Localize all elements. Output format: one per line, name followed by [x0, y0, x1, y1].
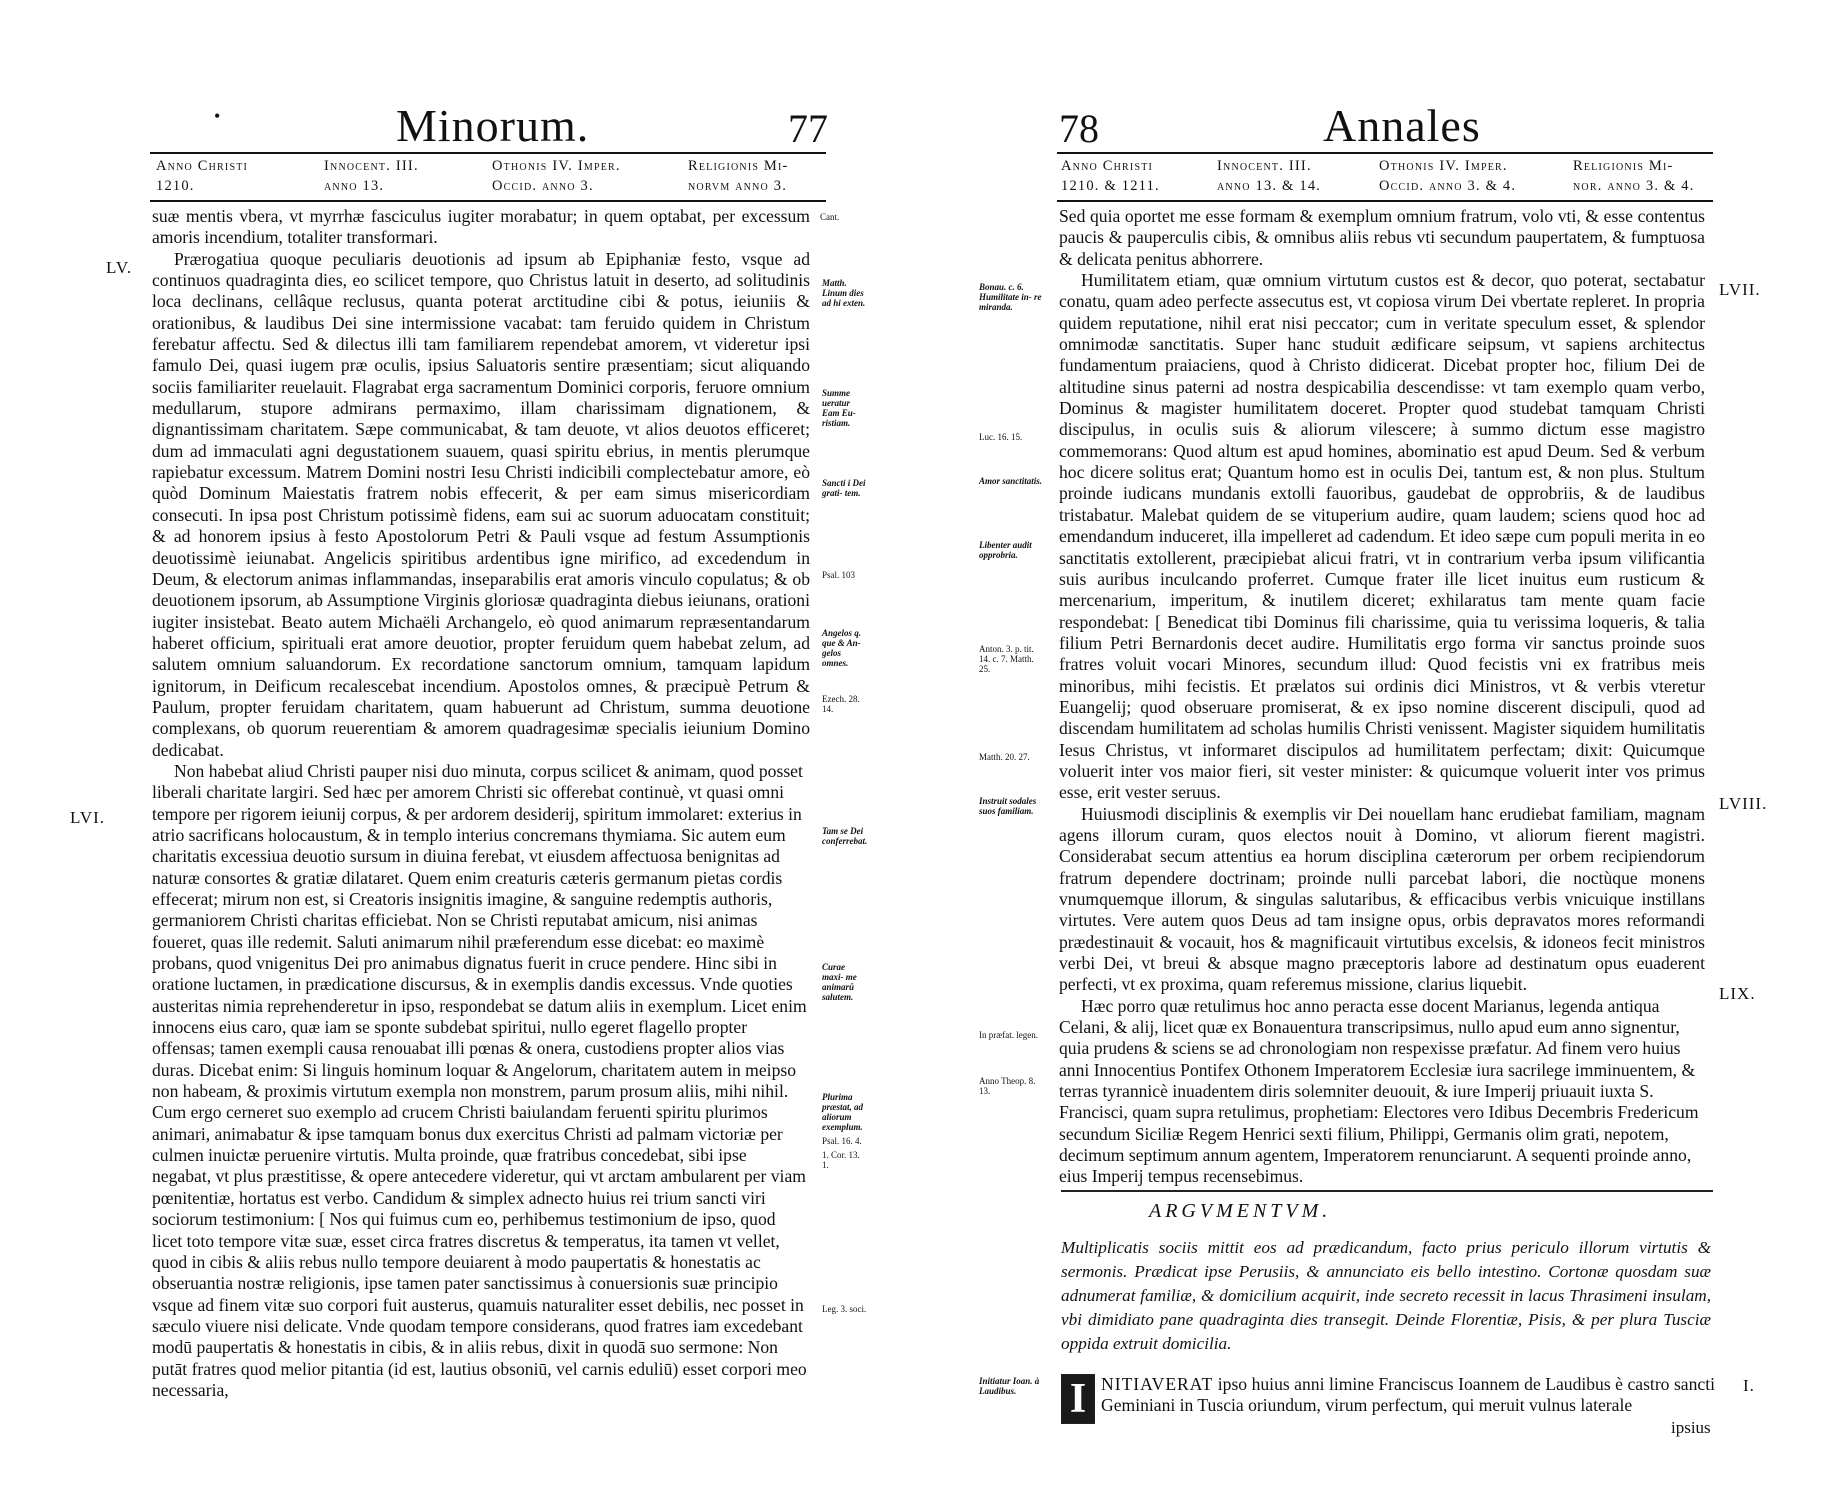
drop-cap-initial: I — [1061, 1374, 1095, 1424]
section-number: LVIII. — [1719, 794, 1768, 813]
header-cell: Innocent. III. anno 13. — [324, 158, 419, 194]
margin-note: Angelos q. que & An- gelos omnes. — [822, 628, 862, 668]
body-text — [152, 206, 810, 1401]
header-rule-bottom — [1057, 200, 1713, 202]
margin-note: In præfat. legen. — [979, 1030, 1038, 1040]
paragraph: Hæc porro quæ retulimus hoc anno peracta esse docent Marianus, legenda antiqua Celani, & alij, licet quæ ex Bonauentura transcripsimus, nullo apud eum anno signentur, quia prudens & sciens se ad chronologiam non respexisse præfatur. Ad finem vero huius anni Innocentius Pontifex Othonem Imperatorem Ecclesiæ iura sacrilege imminuentem, & terras tyrannicè inuadentem diris solemniter deuouit, & iure Imperij priuauit iuxta S. Francisci, quam supra retulimus, prophetiam: Electores vero Idibus Decembris Fredericum secundum Siciliæ Regem Henrici sexti filium, Philippi, Germanis olim grati, nepotem, decimum septimum annum agentem, Imperatorem renunciarunt. A sequenti proinde anno, eius Imperij tempus recensebimus. — [1059, 995, 1699, 1187]
margin-note: Psal. 103 — [822, 570, 856, 580]
paragraph: Non habebat aliud Christi pauper nisi duo minuta, corpus scilicet & animam, quod posset liberali charitate largiri. Sed hæc per amorem Christi sic offerebat continuè, vt quasi omni tempore per rigorem ieiunij corpus, & per ardorem desiderij, spiritum immolaret: exterius in atrio sacrificans holocaustum, & in templo interius concremans thymiama. Sic autem eum charitatis excessiua deuotio sursum in diuina ferebat, vt eiusdem affectuosa benignitas ad naturæ consortes & gratiæ dilataret. Quem enim creaturis cæteris germanum pietas cordis effecerat; mirum non est, si Creatoris insignitis imagine, & sanguine redemptis authoris, germaniorem Christi charitas efficiebat. Non se Christi reputabat amicum, nisi animas foueret, quas ille redemit. Saluti animarum nihil præferendum esse dicebat: eo maximè probans, quod vnigenitus Dei pro animabus dignatus fuerit in cruce pendere. Hinc sibi in oratione luctamen, in prædicatione discursus, & in exemplis dandis excessus. Vnde quoties austeritas nimia reprehenderetur in ipso, respondebat se datum aliis in exemplum. Licet enim innocens eius caro, quæ iam se sponte subdebat spiritui, nullo egeret flagello propter offensas; tamen exempli causa renouabat illi pœnas & onera, custodiens propter alios vias duras. Dicebat enim: Si linguis hominum loquar & Angelorum, charitatem autem in meipso non habeam, & proximis virtutum exempla non monstrem, parum prosum aliis, mihi nihil. Cum ergo cerneret suo exemplo ad crucem Christi baiulandam feruenti spiritu plurimos animari, animabatur & ipse tamquam bonus dux exercitus Christi ad palmam victoriæ per culmen inuictæ peruenire virtutis. Multa proinde, quæ fratribus concedebat, sibi ipse negabat, vt plus præstitisse, & opere antecedere videretur, qui vt arctam ambularent per viam pœnitentiæ, hortatus est verbo. Candidum & simplex adnecto huius rei trium sancti viri sociorum testimonium: [ Nos qui fuimus cum eo, perhibemus testimonium de ipso, quod licet toto tempore vitæ suæ, esset circa fratres discretus & temperatus, ita tamen vt vellet, quod in cibis & aliis rebus nullo tempore deuiarent à modo paupertatis & honestatis ac obseruantia nostræ religionis, ipse tamen pater sanctissimus à conuersionis suæ principio vsque ad finem vitæ suo corpori fuit austerus, quamuis naturaliter esset debilis, nec posset in sæculo viuere nisi delicate. Vnde quodam tempore considerans, quod fratres iam excedebant modū paupertatis & honestatis in cibis, & in aliis rebus, dixit in quodā suo sermone: Non putāt fratres quod melior pitantia (id est, lautius obsoniū, vel carnis eduliū) esset corpori meo necessaria, — [152, 760, 807, 1400]
margin-note: Luc. 16. 15. — [979, 432, 1023, 442]
ink-speck: • — [214, 106, 221, 126]
margin-note: Bonau. c. 6. Humilitate in- re miranda. — [979, 282, 1042, 312]
header-rule-top — [150, 152, 826, 154]
margin-note: Plurima præstat, ad aliorum exemplum. — [822, 1092, 864, 1132]
margin-note: Psal. 16. 4. — [822, 1136, 862, 1146]
section-number: LVI. — [70, 808, 106, 827]
initial-caps: NITIAVERAT — [1101, 1374, 1214, 1394]
margin-note: Anno Theop. 8. 13. — [979, 1076, 1036, 1096]
margin-note: 1. Cor. 13. 1. — [822, 1150, 860, 1170]
margin-note: Libenter audit opprobria. — [979, 540, 1032, 560]
header-cell: Innocent. III. anno 13. & 14. — [1217, 158, 1322, 194]
margin-note: Amor sanctitatis. — [979, 476, 1043, 486]
margin-note: Ezech. 28. 14. — [822, 694, 860, 714]
header-table — [1061, 156, 1711, 196]
margin-note: Summe ueratur Eam Eu- ristiam. — [822, 388, 856, 428]
header-rule-top — [1057, 152, 1713, 154]
section-number: LVII. — [1719, 280, 1761, 299]
paragraph: Sed quia oportet me esse formam & exemplum omnium fratrum, volo vti, & esse contentus paucis & pauperculis cibis, & omnibus aliis rebus vti secundum paupertatem, & fumptuosa & delicata penitus abhorrere. — [1059, 206, 1705, 269]
margin-note: Matth. 20. 27. — [979, 752, 1030, 762]
section-number: I. — [1743, 1376, 1755, 1395]
margin-note: Cant. — [820, 212, 840, 222]
margin-note: Leg. 3. soci. — [822, 1304, 867, 1314]
initial-paragraph — [1101, 1374, 1715, 1416]
margin-note: Initiatur Ioan. à Laudibus. — [979, 1376, 1040, 1396]
body-text — [1059, 206, 1705, 1188]
argument-title: ARGVMENTVM. — [1149, 1200, 1332, 1222]
paragraph: Humilitatem etiam, quæ omnium virtutum custos est & decor, quo poterat, sectabatur conatu, quam adeo perfecte assecutus est, vt copiosa virum Dei vbertate repleret. In propria quidem reputatione, nihil erat nisi peccator; cum in veritate speculum esset, & splendor omnimodæ sanctitatis. Super hanc studuit ædificare seipsum, vt sapiens architectus fundamentum praiaciens, quod à Christo didicerat. Dicebat propter hoc, filium Dei de altitudine sinus paterni ad nostra despicabilia descendisse: vt tam exemplo quam verbo, Dominus & magister humilitatem doceret. Propter quod studebat tamquam Christi discipulus, in oculis suis & aliorum vilescere; à summo dictum esse magistro commemorans: Quod altum est apud homines, abominatio est apud Deum. Sed & verbum hoc dicere solitus erat; Quantum homo est in oculis Dei, tantum est, & non plus. Stultum proinde iudicans mundanis extolli fauoribus, gaudebat de opprobriis, & de laudibus tristabatur. Malebat quidem de se vituperium audire, quam laudem; sciens quod hoc ad emendandum induceret, illa impelleret ad cadendum. Et ideo sæpe cum populi merita in eo sanctitatis extollerent, præcipiebat alicui fratri, vt in contrarium verba ipsum vilificantia suis auribus inculcando proferret. Cumque frater ille licet inuitus eum rusticum & mercenarium, imperitum, & inutilem diceret; exhilaratus tam mente quam facie respondebat: [ Benedicat tibi Dominus fili charissime, quia tu verissima loqueris, & talia filium Petri Bernardonis decet audire. Humilitatis ergo forma vir sanctus proinde suos fratres voluit vocari Minores, secundum illud: Quod fecistis vni ex fratribus meis minoribus, mihi fecistis. Et prælatos sui ordinis dici Ministros, vt & verbis vteretur Euangelij; quod obseruare promiserat, & ex ipso nomine discerent discipuli, quod ad discendam humilitatem ad scholas humilis Christi venissent. Magister siquidem humilitatis Iesus Christus, vt informaret discipulos ad humilitatem perfectam; dixit: Quicumque voluerit inter vos maior fieri, sit vester minister: & quicumque voluerit inter vos primus esse, erit vester seruus. — [1059, 270, 1705, 803]
header-cell: Religionis Mi- nor. anno 3. & 4. — [1573, 158, 1695, 194]
margin-note: Curae maxi- me animarū salutem. — [822, 962, 857, 1002]
page-number: 78 — [1059, 106, 1099, 151]
header-rule-bottom — [150, 200, 826, 202]
header-table — [156, 156, 826, 196]
paragraph: Prærogatiua quoque peculiaris deuotionis ad ipsum ab Epiphaniæ festo, vsque ad continuos quadraginta dies, eo scilicet tempore, quo Christus latuit in deserto, ad solitudinis loca declinans, cellâque reclusus, quanta poterat arctitudine cibi & potus, ieiuniis & orationibus, & laudibus Dei sine intermissione vacabat: tam feruido quidem in Christum ferebatur affectu. Sed & dilectus illi tam familiarem rependebat amorem, vt videretur ipsi famulo Dei, quasi iugem præ oculis, ipsius Saluatoris sentire præsentiam; sicut aliquando sociis familiariter reuelauit. Flagrabat erga sacramentum Dominici corporis, feruore omnium medullarum, stupore admirans permaximo, illam charissimam dignationem, & dignantissimam charitatem. Sæpe communicabat, & tam deuote, vt alios deuotos efficeret; dum ad immaculati agni degustationem suauem, quasi spiritu ebrius, in mentis plerumque rapiebatur excessum. Matrem Domini nostri Iesu Christi indicibili complectebatur amore, eò quòd Dominum Maiestatis fratrem nobis effecerit, & per eam simus misericordiam consecuti. In ipsa post Christum potissimè fidens, eam sui ac suorum aduocatam constituit; & ad honorem ipsius à festo Apostolorum Petri & Pauli vsque ad festum Assumptionis deuotissimè ieiunabat. Angelicis spiritibus ardentibus igne mirifico, ad excedendum in Deum, & electorum animas inflammandas, inseparabilis erat amoris vinculo copulatus; & ob deuotionem ipsorum, ab Assumptione Virginis gloriosæ quadraginta diebus ieiunans, orationi iugiter insistebat. Beato autem Michaëli Archangelo, eò quod animarum repræsentandarum haberet officium, spirituali erat amore deuotior, propter feruidum quem habebat zelum, ad salutem omnium saluandorum. Ex recordatione sanctorum omnium, tamquam lapidum ignitorum, in Deificum recalescebat incendium. Apostolos omnes, & præcipuè Petrum & Paulum, propter feruidam charitatem, quam habuerunt ad Christum, summa deuotione complexans, ob quorum reuerentiam & amorem quadragesimæ specialis ieiunium Domino dedicabat. — [152, 248, 810, 760]
initial-text: ipso huius anni limine Franciscus Ioannem de Laudibus è castro sancti Geminiani in Tuscia oriundum, virum perfectum, qui meruit vulnus laterale — [1101, 1374, 1715, 1415]
margin-note: Instruit sodales suos familiam. — [979, 796, 1037, 816]
paragraph: Huiusmodi disciplinis & exemplis vir Dei nouellam hanc erudiebat familiam, magnam agens illorum curam, quos electos nouit à Domino, vt aliorum fierent magistri. Considerabat secum attentius ea horum disciplina cæterorum per orbem recipiendorum fratrum dependere doctrinam; proinde nulli parcebat labori, die noctùque monens vnumquemque illorum, & singulas salutaribus, & efficacibus verbis vnicuique instillans virtutes. Vere autem quos Deus ad tam insigne opus, orbis depravatos mores reformandi prædestinauit & vocauit, hos & magnificauit virtutibus excelsis, & idoneos fecit ministros verbi Dei, vt breui & absque magno præceptoris labore ad destinatum opus euaderent perfecti, vt ex proxima, quam referemus missione, clarius liquebit. — [1059, 803, 1705, 995]
catchword: ipsius — [1671, 1418, 1711, 1437]
section-number: LIX. — [1719, 984, 1756, 1003]
header-cell: Othonis IV. Imper. Occid. anno 3. & 4. — [1379, 158, 1517, 194]
page-number: 77 — [788, 106, 828, 151]
running-title: Annales — [1323, 100, 1481, 151]
header-cell: Religionis Mi- norvm anno 3. — [688, 158, 789, 194]
margin-note: Tam se Dei conferrebat. — [822, 826, 868, 846]
right-page — [911, 0, 1822, 1500]
margin-note: Anton. 3. p. tit. 14. c. 7. Matth. 25. — [979, 644, 1034, 674]
header-cell: Anno Christi 1210. — [156, 158, 249, 194]
margin-note: Matth. Linum dies ad hi exten. — [822, 278, 866, 308]
header-cell: Othonis IV. Imper. Occid. anno 3. — [492, 158, 621, 194]
margin-note: Sancti i Dei grati- tem. — [822, 478, 866, 498]
section-number: LV. — [106, 258, 133, 277]
running-title: Minorum. — [396, 100, 590, 151]
paragraph: suæ mentis vbera, vt myrrhæ fasciculus iugiter morabatur; in quem optabat, per excessum amoris incendium, totaliter transformari. — [152, 206, 810, 248]
header-cell: Anno Christi 1210. & 1211. — [1061, 158, 1160, 194]
argument-rule — [1061, 1190, 1713, 1192]
argument-text: Multiplicatis sociis mittit eos ad prædicandum, facto prius periculo illorum virtutis & sermonis. Prædicat ipse Perusiis, & annunciato eis bello intestino. Cortonæ quosdam suæ adnumerat familiæ, & domicilium acquirit, inde secreto recessit in lacus Thrasimeni insulam, vbi dimidiato pane quadraginta dies transegit. Deinde Florentiæ, Pisis, & per plura Tusciæ oppida extruit domicilia. — [1061, 1238, 1711, 1353]
